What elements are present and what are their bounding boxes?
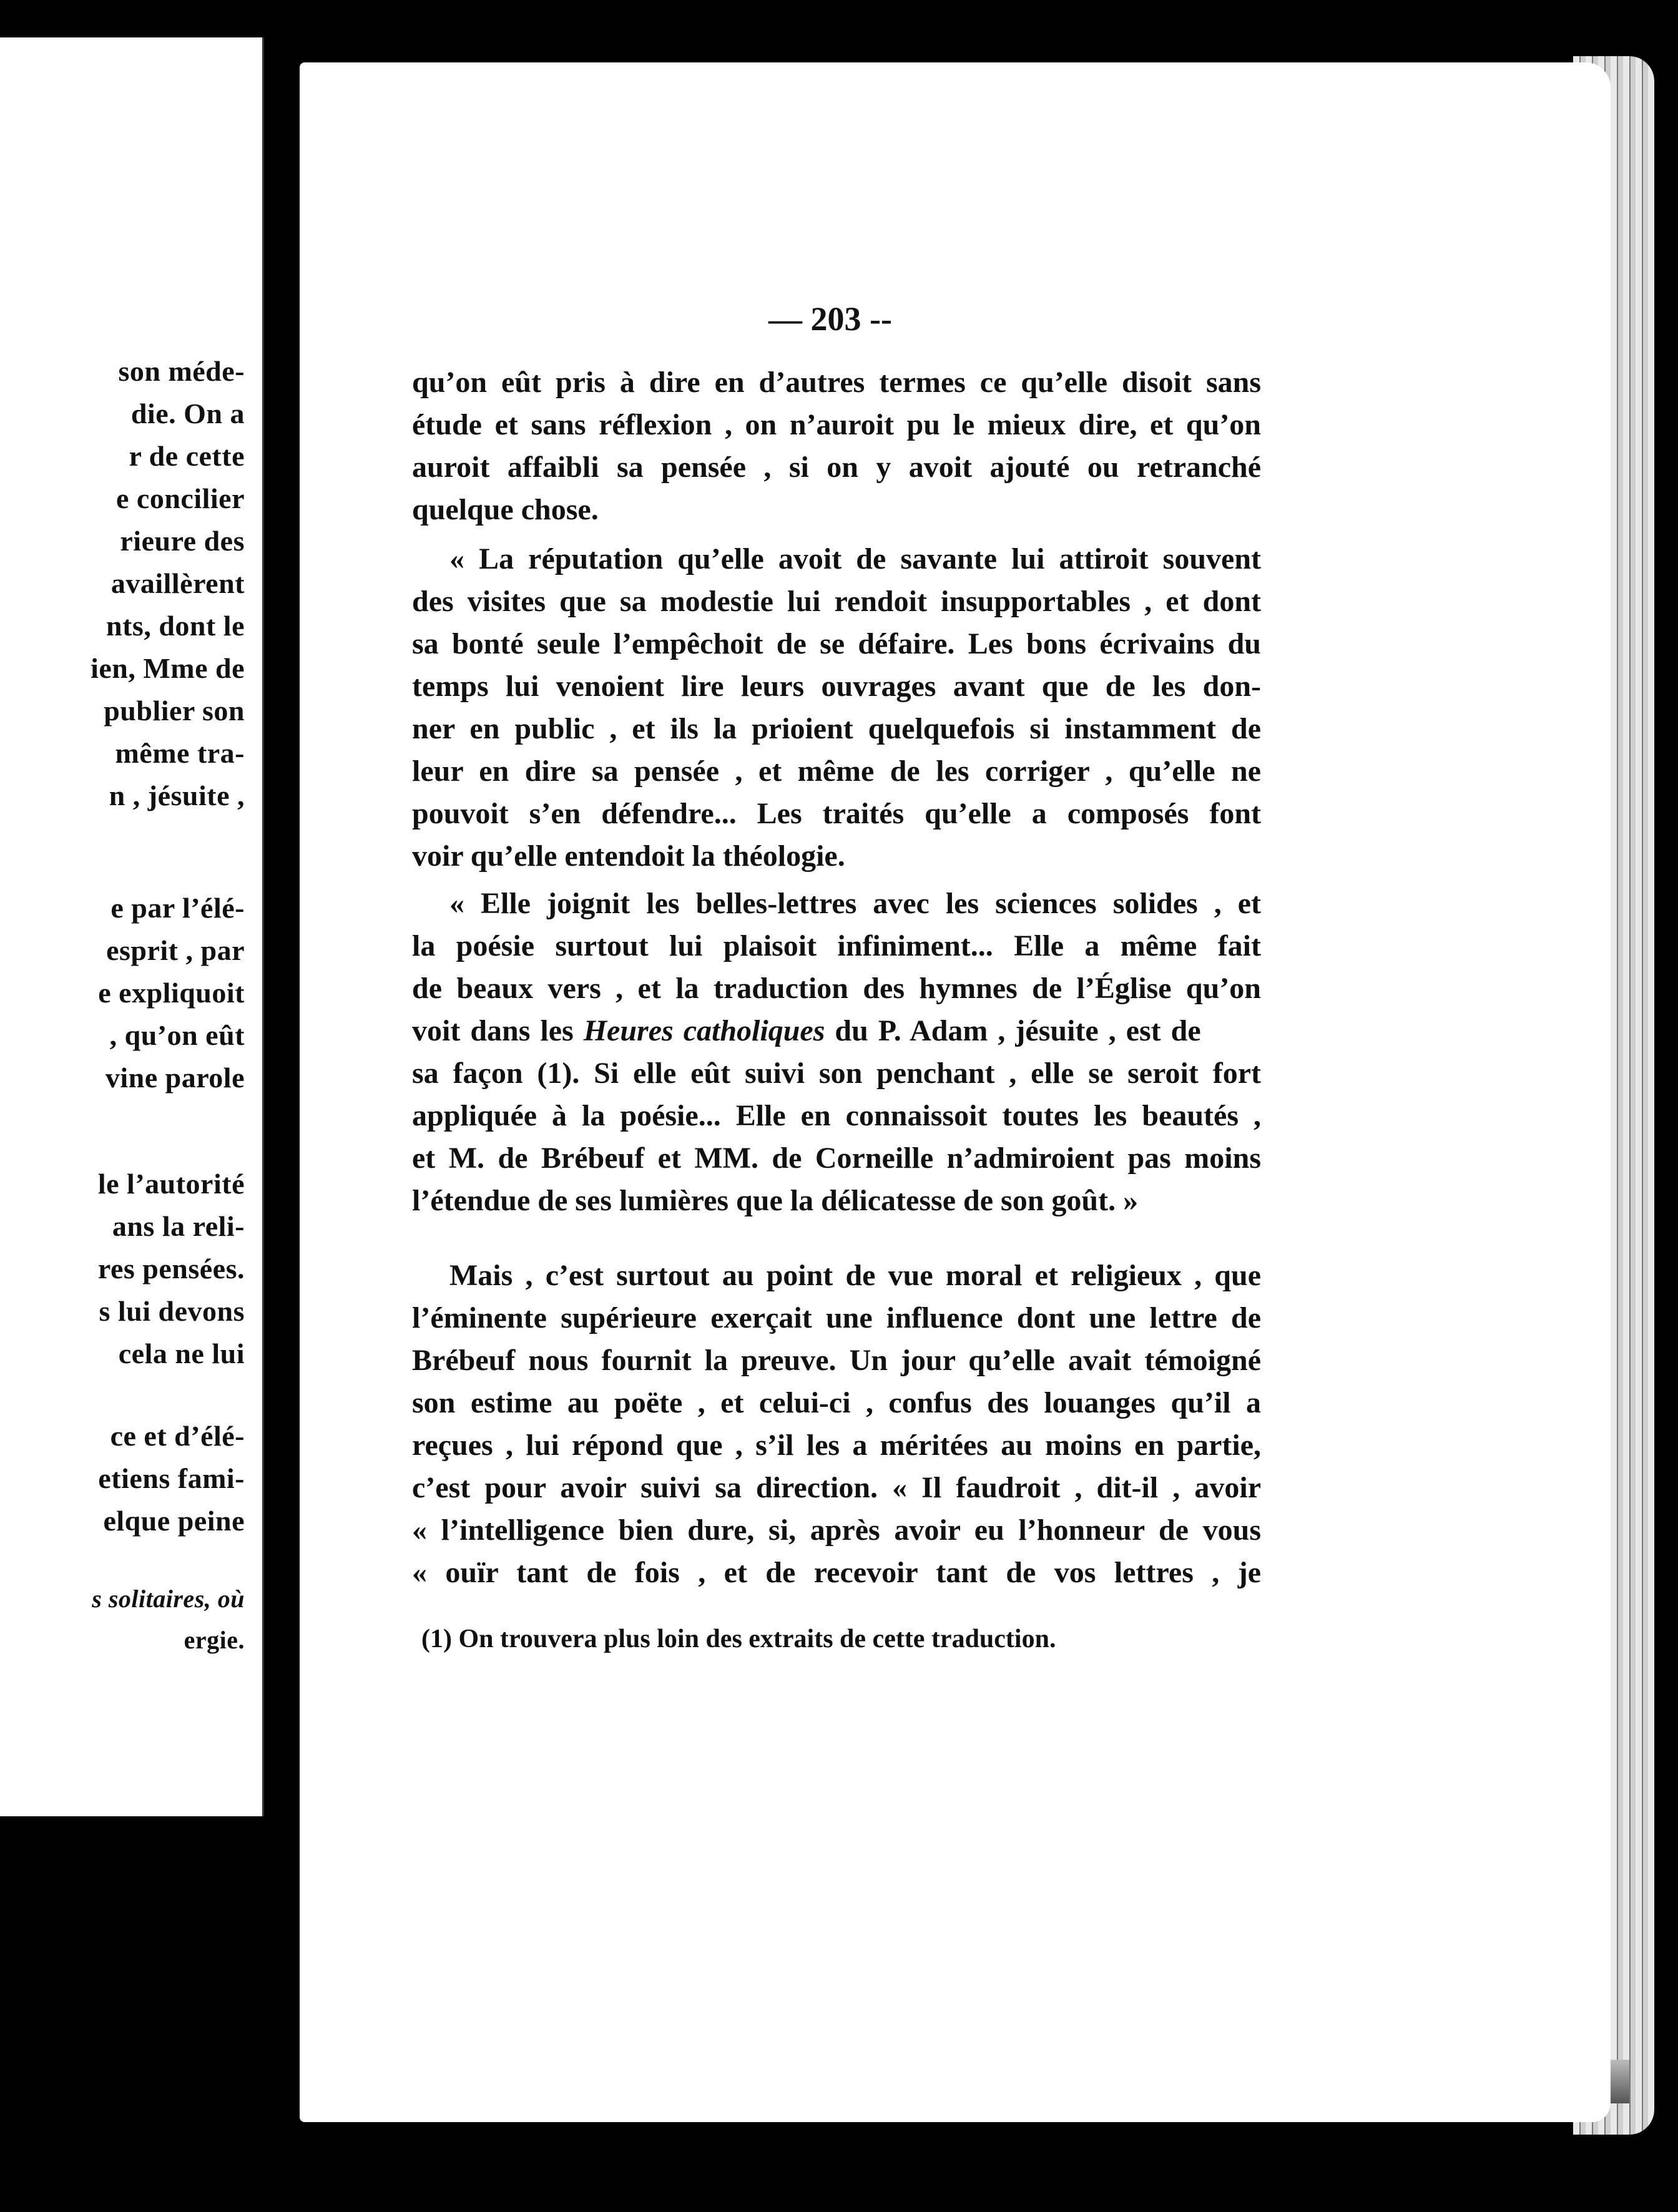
- text-line: son méde-: [118, 355, 245, 387]
- text-line: reçues , lui répond que , s’il les a méritées au moins en partie,: [412, 1429, 1261, 1462]
- book-title: Heures catholiques: [583, 1014, 825, 1047]
- text-line: availlèrent: [110, 567, 245, 599]
- page-number: — 203 --: [768, 300, 892, 338]
- text-line: « ouïr tant de fois , et de recevoir tant de vos lettres , je: [412, 1556, 1261, 1589]
- text-line: n , jésuite ,: [109, 780, 245, 811]
- text-line: res pensées.: [97, 1253, 245, 1285]
- text-line: quelque chose.: [412, 493, 599, 526]
- text-line: sa façon (1). Si elle eût suivi son penchant , elle se seroit fort: [412, 1057, 1261, 1090]
- footnote-line: ergie.: [184, 1626, 245, 1654]
- footnote: (1) On trouvera plus loin des extraits de cette traduction.: [421, 1625, 1056, 1653]
- text-line: rieure des: [120, 525, 245, 557]
- text-line: son estime au poëte , et celui-ci , confus des louanges qu’il a: [412, 1386, 1261, 1419]
- footnote-line: s solitaires, où: [92, 1585, 245, 1613]
- text-line: e concilier: [115, 482, 245, 514]
- text-line: vine parole: [105, 1062, 245, 1094]
- text-line: e expliquoit: [98, 977, 245, 1009]
- text-line: des visites que sa modestie lui rendoit insupportables , et dont: [412, 585, 1261, 618]
- text-line: pouvoit s’en défendre... Les traités qu’elle a composés font: [412, 797, 1261, 830]
- text-line: ien, Mme de: [91, 652, 245, 684]
- text-line: etiens fami-: [98, 1462, 245, 1494]
- text-line: temps lui venoient lire leurs ouvrages avant que de les don-: [412, 670, 1261, 703]
- text-line: de beaux vers , et la traduction des hymnes de l’Église qu’on: [412, 972, 1261, 1005]
- text-line: ce et d’élé-: [110, 1420, 245, 1452]
- text-span: du P. Adam , jésuite , est de: [835, 1014, 1201, 1047]
- text-line: [412, 1014, 1261, 1048]
- text-line: Mais , c’est surtout au point de vue moral et religieux , que: [449, 1259, 1261, 1292]
- text-line: qu’on eût pris à dire en d’autres termes ce qu’elle disoit sans: [412, 366, 1261, 399]
- text-line: e par l’élé-: [110, 892, 245, 924]
- text-line: « Elle joignit les belles-lettres avec les sciences solides , et: [449, 887, 1261, 920]
- text-line: sa bonté seule l’empêchoit de se défaire. Les bons écrivains du: [412, 627, 1261, 660]
- text-line: die. On a: [130, 398, 245, 429]
- text-span: voit dans les: [412, 1014, 574, 1047]
- text-line: leur en dire sa pensée , et même de les corriger , qu’elle ne: [412, 755, 1261, 788]
- text-line: même tra-: [115, 737, 245, 769]
- text-line: cela ne lui: [118, 1338, 245, 1369]
- text-line: nts, dont le: [106, 610, 245, 642]
- text-line: étude et sans réflexion , on n’auroit pu le mieux dire, et qu’on: [412, 408, 1261, 441]
- text-line: voir qu’elle entendoit la théologie.: [412, 839, 845, 873]
- text-line: , qu’on eût: [109, 1019, 245, 1051]
- text-line: l’éminente supérieure exerçait une influence dont une lettre de: [412, 1301, 1261, 1334]
- text-line: esprit , par: [106, 934, 245, 966]
- text-line: et M. de Brébeuf et MM. de Corneille n’admiroient pas moins: [412, 1142, 1261, 1175]
- text-line: « l’intelligence bien dure, si, après avoir eu l’honneur de vous: [412, 1514, 1261, 1547]
- text-line: ans la reli-: [112, 1210, 245, 1242]
- text-line: Brébeuf nous fournit la preuve. Un jour qu’elle avait témoigné: [412, 1344, 1261, 1377]
- text-line: le l’autorité: [97, 1168, 245, 1200]
- text-line: ner en public , et ils la prioient quelquefois si instamment de: [412, 712, 1261, 745]
- text-line: la poésie surtout lui plaisoit infiniment... Elle a même fait: [412, 929, 1261, 962]
- text-line: auroit affaibli sa pensée , si on y avoit ajouté ou retranché: [412, 451, 1261, 484]
- text-line: elque peine: [103, 1505, 245, 1537]
- text-line: l’étendue de ses lumières que la délicatesse de son goût. »: [412, 1184, 1139, 1217]
- text-line: publier son: [104, 695, 245, 727]
- text-line: c’est pour avoir suivi sa direction. « Il faudroit , dit-il , avoir: [412, 1471, 1261, 1504]
- previous-page: [0, 37, 264, 1816]
- text-line: « La réputation qu’elle avoit de savante lui attiroit souvent: [449, 542, 1261, 575]
- text-line: appliquée à la poésie... Elle en connaissoit toutes les beautés ,: [412, 1099, 1261, 1132]
- text-line: r de cette: [129, 440, 245, 472]
- text-line: s lui devons: [99, 1295, 245, 1327]
